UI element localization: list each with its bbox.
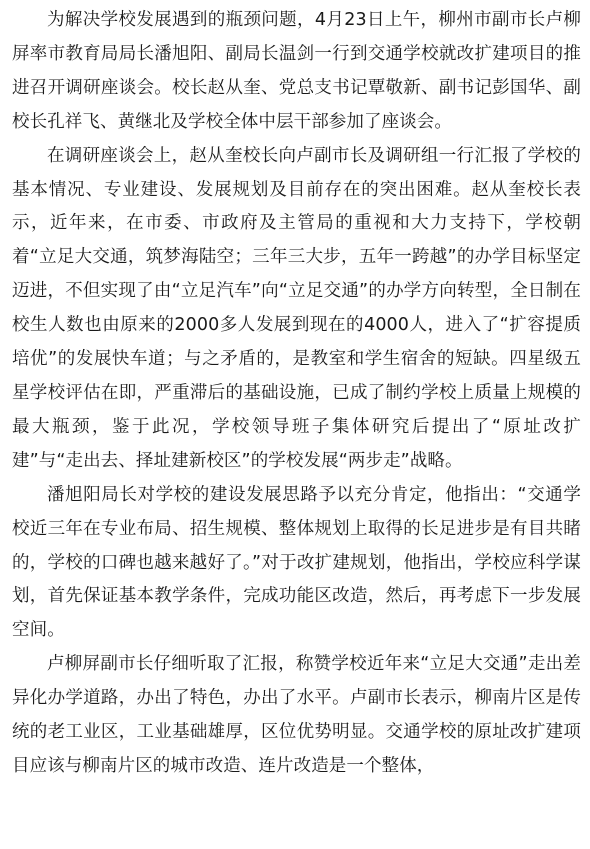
paragraph: 潘旭阳局长对学校的建设发展思路予以充分肯定，他指出：“交通学校近三年在专业布局、招生规模、整体规划上取得的长足进步是有目共睹的，学校的口碑也越来越好了。”对于改扩建规划，他指出，学校应科学谋划，首先保证基本教学条件，完成功能区改造，然后，再考虑下一步发展空间。 — [12, 484, 581, 641]
paragraph: 为解决学校发展遇到的瓶颈问题，4月23日上午，柳州市副市长卢柳屏率市教育局局长潘旭阳、副局长温剑一行到交通学校就改扩建项目的推进召开调研座谈会。校长赵从奎、党总支书记覃敬新、副书记彭国华、副校长孔祥飞、黄继北及学校全体中层干部参加了座谈会。 — [12, 10, 581, 132]
paragraph: 在调研座谈会上，赵从奎校长向卢副市长及调研组一行汇报了学校的基本情况、专业建设、发展规划及目前存在的突出困难。赵从奎校长表示，近年来，在市委、市政府及主管局的重视和大力支持下，学校朝着“立足大交通，筑梦海陆空；三年三大步，五年一跨越”的办学目标坚定迈进，不但实现了由“立足汽车”向“立足交通”的办学方向转型，全日制在校生人数也由原来的2000多人发展到现在的4000人，进入了“扩容提质培优”的发展快车道；与之矛盾的，是教室和学生宿舍的短缺。四星级五星学校评估在即，严重滞后的基础设施，已成了制约学校上质量上规模的最大瓶颈，鉴于此况，学校领导班子集体研究后提出了“原址改扩建”与“走出去、择址建新校区”的学校发展“两步走”战略。 — [12, 145, 581, 471]
paragraph: 卢柳屏副市长仔细听取了汇报，称赞学校近年来“立足大交通”走出差异化办学道路，办出了特色，办出了水平。卢副市长表示，柳南片区是传统的老工业区，工业基础雄厚，区位优势明显。交通学校的原址改扩建项目应该与柳南片区的城市改造、连片改造是一个整体， — [12, 654, 581, 776]
